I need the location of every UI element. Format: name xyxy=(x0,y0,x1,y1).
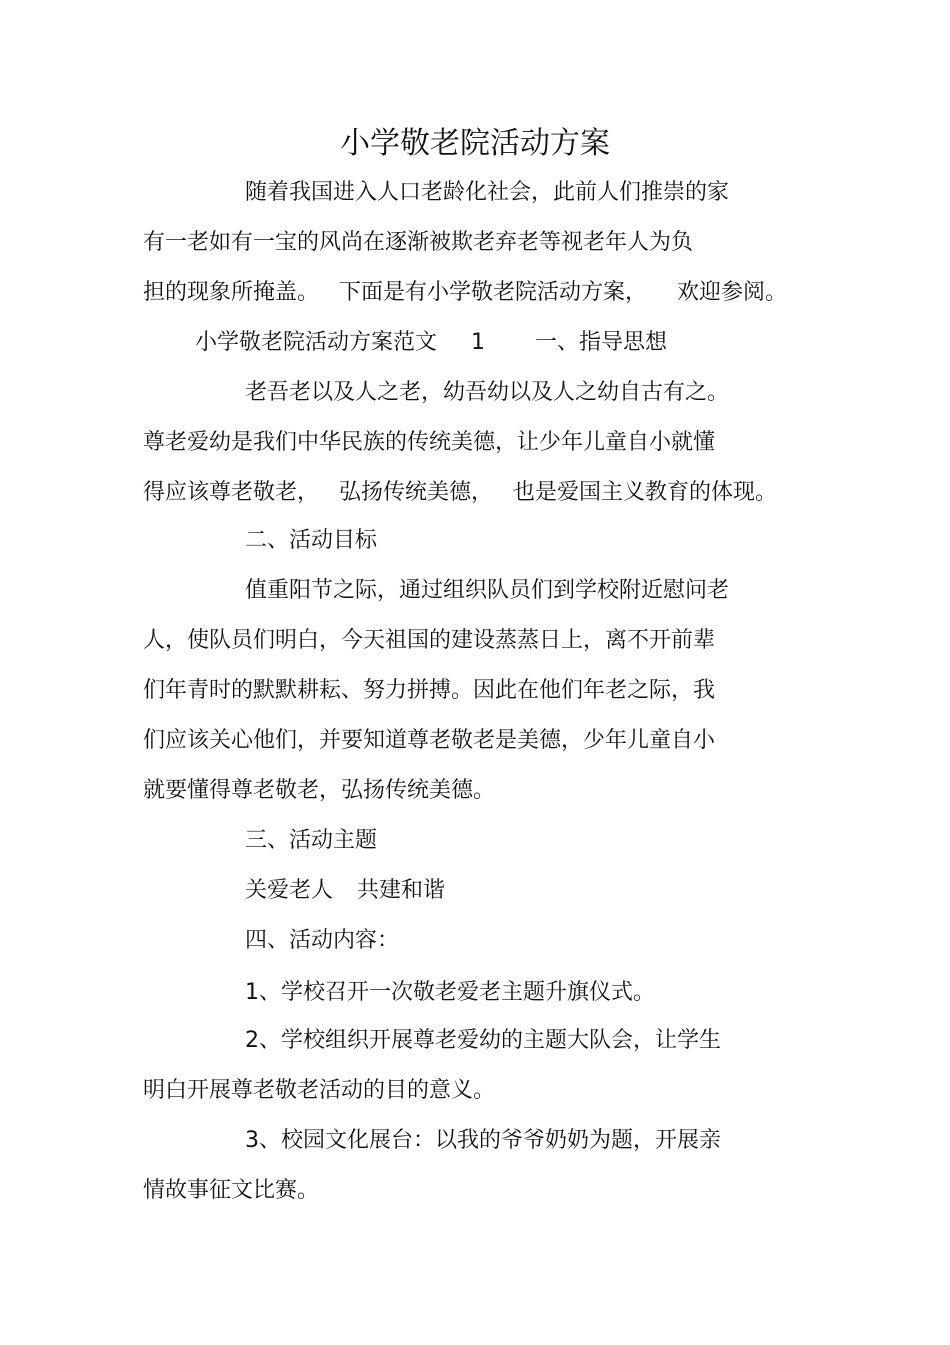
intro-line-3-part-1: 担的现象所掩盖。 xyxy=(143,280,320,305)
section4-item-3-line-1: 3、校园文化展台：以我的爷爷奶奶为题，开展亲 xyxy=(245,1128,721,1153)
section1-line-3 xyxy=(143,478,777,508)
intro-line-3 xyxy=(143,278,787,308)
section2-line-1: 值重阳节之际，通过组织队员们到学校附近慰问老 xyxy=(245,578,730,603)
heading-label: 小学敬老院活动方案范文 xyxy=(195,330,438,355)
intro-line-3-part-3: 欢迎参阅。 xyxy=(677,280,788,305)
section1-line-3-part-3: 也是爱国主义教育的体现。 xyxy=(513,480,778,505)
section-heading-line xyxy=(195,328,667,358)
section1-line-3-part-2: 弘扬传统美德， xyxy=(339,480,494,505)
intro-line-1: 随着我国进入人口老龄化社会，此前人们推崇的家 xyxy=(245,180,730,205)
heading-number: 1 xyxy=(471,330,486,355)
theme-part-2: 共建和谐 xyxy=(357,878,446,903)
section2-line-4: 们应该关心他们，并要知道尊老敬老是美德，少年儿童自小 xyxy=(143,728,716,753)
intro-line-2: 有一老如有一宝的风尚在逐渐被欺老弃老等视老年人为负 xyxy=(143,230,694,255)
section2-line-5: 就要懂得尊老敬老，弘扬传统美德。 xyxy=(143,778,496,803)
section4-item-1: 1、学校召开一次敬老爱老主题升旗仪式。 xyxy=(245,980,655,1005)
document-title: 小学敬老院活动方案 xyxy=(340,126,610,161)
section2-heading: 二、活动目标 xyxy=(245,528,378,553)
section1-line-1: 老吾老以及人之老，幼吾幼以及人之幼自古有之。 xyxy=(245,380,730,405)
theme-part-1: 关爱老人 xyxy=(245,878,334,903)
section4-heading: 四、活动内容： xyxy=(245,928,400,953)
section2-line-3: 们年青时的默默耕耘、努力拼搏。因此在他们年老之际，我 xyxy=(143,678,716,703)
heading-section-1: 一、指导思想 xyxy=(535,330,668,355)
section1-line-2: 尊老爱幼是我们中华民族的传统美德，让少年儿童自小就懂 xyxy=(143,430,716,455)
section4-item-2-line-2: 明白开展尊老敬老活动的目的意义。 xyxy=(143,1078,496,1103)
intro-line-3-part-2: 下面是有小学敬老院活动方案， xyxy=(339,280,648,305)
section1-line-3-part-1: 得应该尊老敬老， xyxy=(143,480,320,505)
section4-item-2-line-1: 2、学校组织开展尊老爱幼的主题大队会，让学生 xyxy=(245,1028,721,1053)
section3-theme xyxy=(245,876,445,906)
section2-line-2: 人，使队员们明白，今天祖国的建设蒸蒸日上，离不开前辈 xyxy=(143,628,716,653)
section3-heading: 三、活动主题 xyxy=(245,828,378,853)
section4-item-3-line-2: 情故事征文比赛。 xyxy=(143,1178,320,1203)
